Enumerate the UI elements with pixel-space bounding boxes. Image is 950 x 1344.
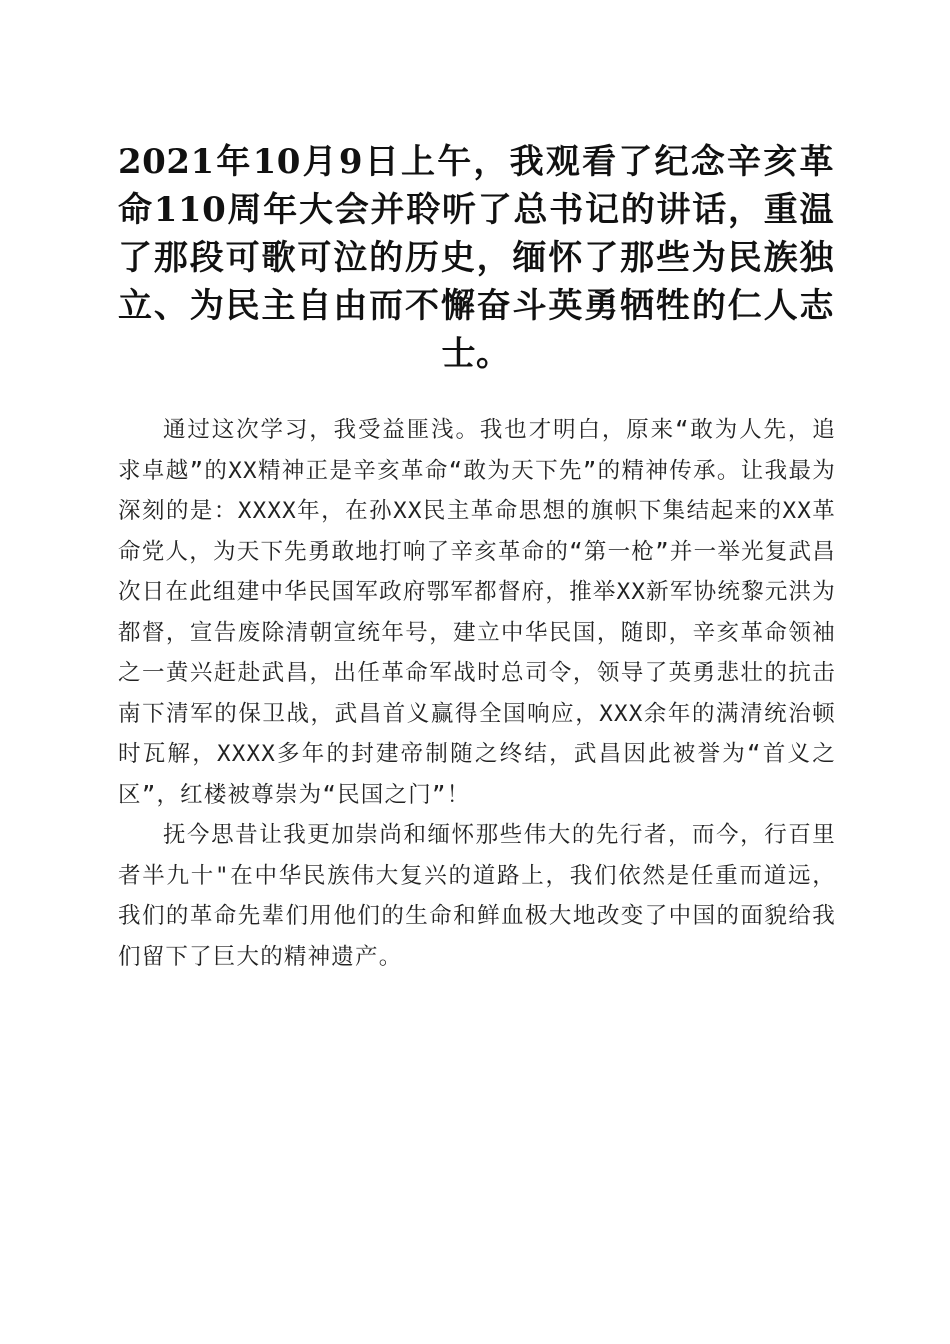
document-title: 2021年10月9日上午，我观看了纪念辛亥革命110周年大会并聆听了总书记的讲话，重温了那段可歌可泣的历史，缅怀了那些为民族独立、为民主自由而不懈奋斗英勇牺牲的仁人志士。 [118, 142, 834, 374]
paragraph-1: 通过这次学习，我受益匪浅。我也才明白，原来“敢为人先，追求卓越”的XX精神正是辛亥革命“敢为天下先”的精神传承。让我最为深刻的是：XXXX年，在孙XX民主革命思想的旗帜下集结起来的XX革命党人，为天下先勇敢地打响了辛亥革命的“第一枪”并一举光复武昌次日在此组建中华民国军政府鄂军都督府，推举XX新军协统黎元洪为都督，宣告废除清朝宣统年号，建立中华民国，随即，辛亥革命领袖之一黄兴赶赴武昌，出任革命军战时总司令，领导了英勇悲壮的抗击南下清军的保卫战，武昌首义赢得全国响应，XXX余年的满清统治顿时瓦解，XXXX多年的封建帝制随之终结，武昌因此被誉为“首义之区”，红楼被尊崇为“民国之门”！ [118, 417, 836, 808]
paragraph-2: 抚今思昔让我更加崇尚和缅怀那些伟大的先行者，而今，行百里者半九十"在中华民族伟大复兴的道路上，我们依然是任重而道远，我们的革命先辈们用他们的生命和鲜血极大地改变了中国的面貌给我们留下了巨大的精神遗产。 [118, 822, 836, 970]
document-body [118, 410, 836, 977]
